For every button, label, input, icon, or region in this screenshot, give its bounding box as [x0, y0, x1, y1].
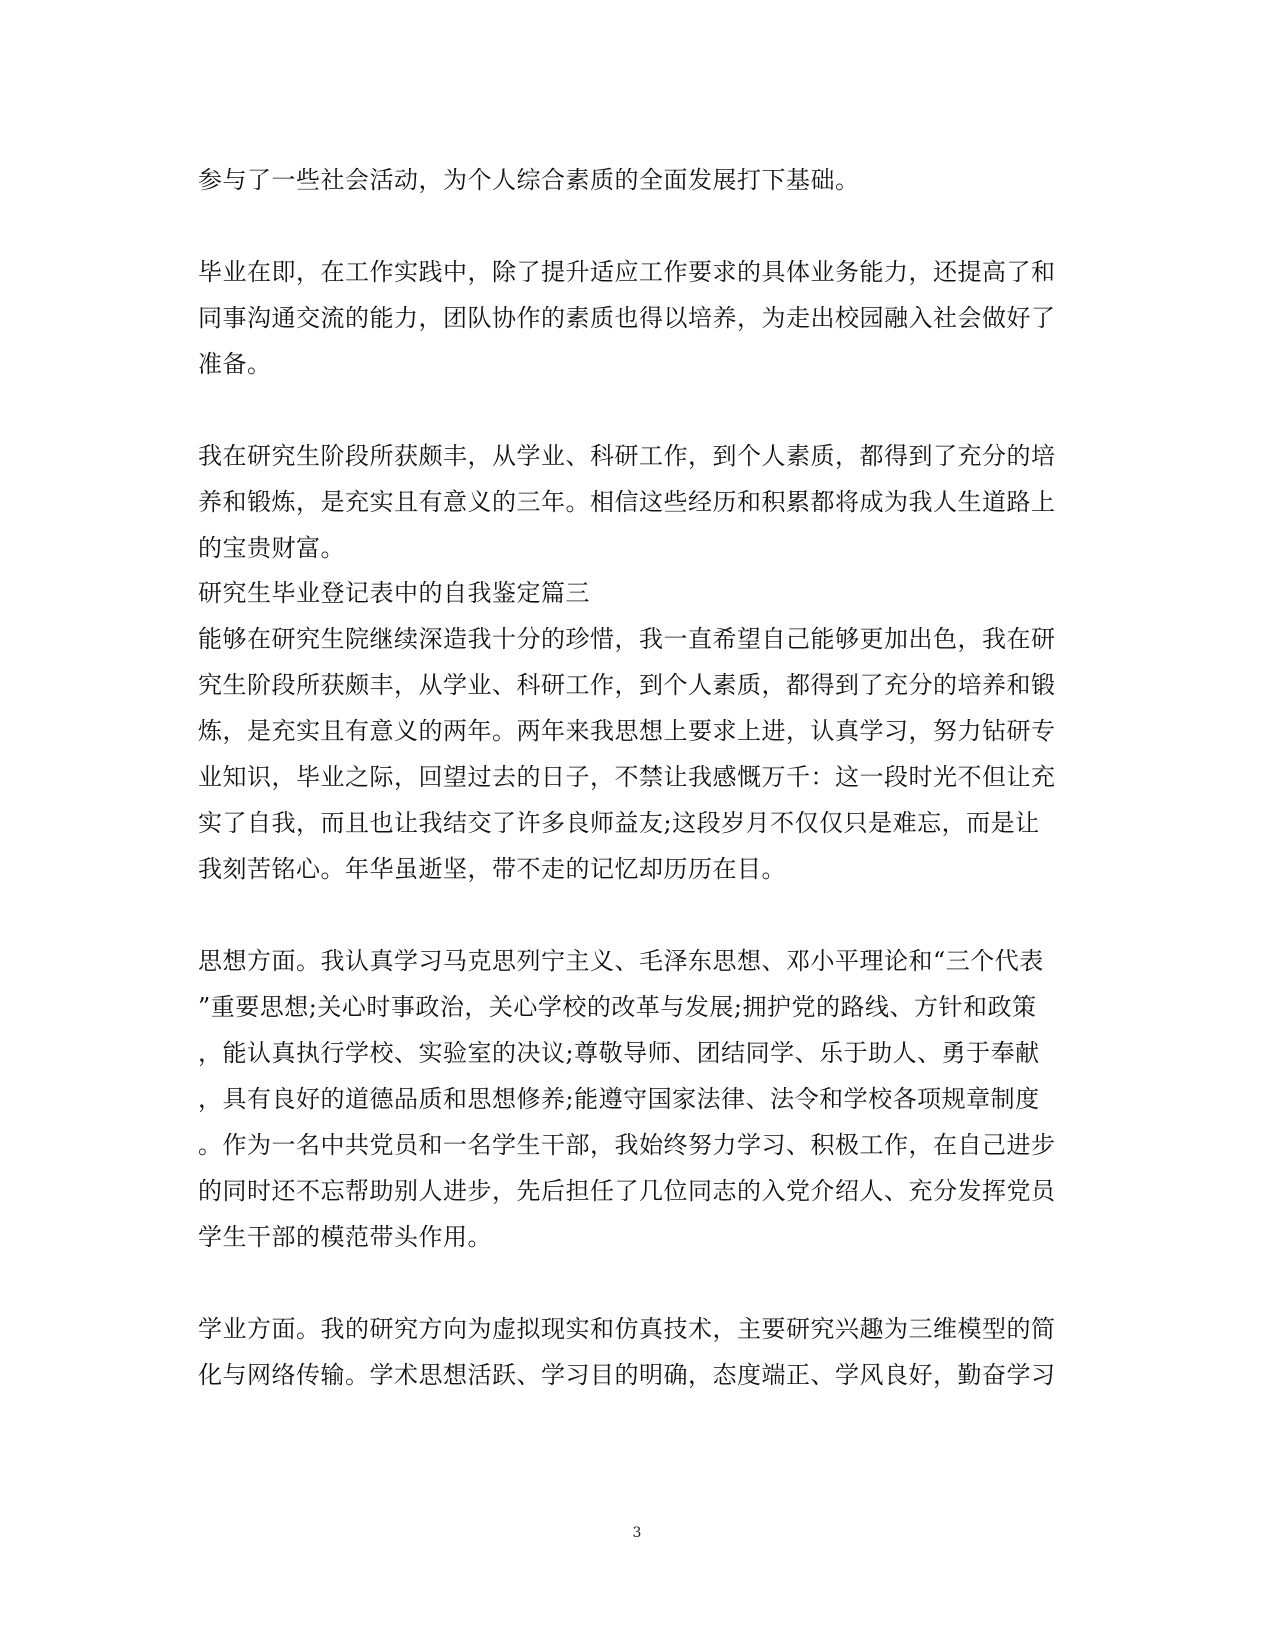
paragraph-line: 化与网络传输。学术思想活跃、学习目的明确，态度端正、学风良好，勤奋学习	[198, 1361, 1056, 1389]
paragraph-line: 究生阶段所获颇丰，从学业、科研工作，到个人素质，都得到了充分的培养和锻	[198, 671, 1056, 699]
paragraph-line: 业知识，毕业之际，回望过去的日子，不禁让我感慨万千：这一段时光不但让充	[198, 763, 1056, 791]
paragraph-line: 准备。	[198, 350, 272, 378]
paragraph-line: 能够在研究生院继续深造我十分的珍惜，我一直希望自己能够更加出色，我在研	[198, 625, 1056, 653]
paragraph-line: 的宝贵财富。	[198, 534, 345, 562]
paragraph-line: 我在研究生阶段所获颇丰，从学业、科研工作，到个人素质，都得到了充分的培	[198, 442, 1056, 470]
paragraph-line: 养和锻炼，是充实且有意义的三年。相信这些经历和积累都将成为我人生道路上	[198, 488, 1056, 516]
paragraph-line: 学业方面。我的研究方向为虚拟现实和仿真技术，主要研究兴趣为三维模型的简	[198, 1315, 1056, 1343]
section-heading: 研究生毕业登记表中的自我鉴定篇三	[198, 579, 590, 607]
paragraph-line: 同事沟通交流的能力，团队协作的素质也得以培养，为走出校园融入社会做好了	[198, 304, 1056, 332]
paragraph-line: ，能认真执行学校、实验室的决议;尊敬导师、团结同学、乐于助人、勇于奉献	[198, 1039, 1040, 1067]
paragraph-line: ”重要思想;关心时事政治，关心学校的改革与发展;拥护党的路线、方针和政策	[198, 993, 1037, 1021]
paragraph-line: 学生干部的模范带头作用。	[198, 1223, 492, 1251]
page-number: 3	[632, 1525, 642, 1541]
paragraph-line: 参与了一些社会活动，为个人综合素质的全面发展打下基础。	[198, 166, 860, 194]
paragraph-line: ，具有良好的道德品质和思想修养;能遵守国家法律、法令和学校各项规章制度	[198, 1085, 1040, 1113]
paragraph-line: 实了自我，而且也让我结交了许多良师益友;这段岁月不仅仅只是难忘，而是让	[198, 809, 1040, 837]
paragraph-line: 我刻苦铭心。年华虽逝坚，带不走的记忆却历历在目。	[198, 855, 786, 883]
paragraph-line: 毕业在即，在工作实践中，除了提升适应工作要求的具体业务能力，还提高了和	[198, 258, 1056, 286]
paragraph-line: 的同时还不忘帮助别人进步，先后担任了几位同志的入党介绍人、充分发挥党员	[198, 1177, 1056, 1205]
paragraph-line: 思想方面。我认真学习马克思列宁主义、毛泽东思想、邓小平理论和“三个代表	[198, 947, 1044, 975]
paragraph-line: 炼，是充实且有意义的两年。两年来我思想上要求上进，认真学习，努力钻研专	[198, 717, 1056, 745]
paragraph-line: 。作为一名中共党员和一名学生干部，我始终努力学习、积极工作，在自己进步	[198, 1131, 1056, 1159]
